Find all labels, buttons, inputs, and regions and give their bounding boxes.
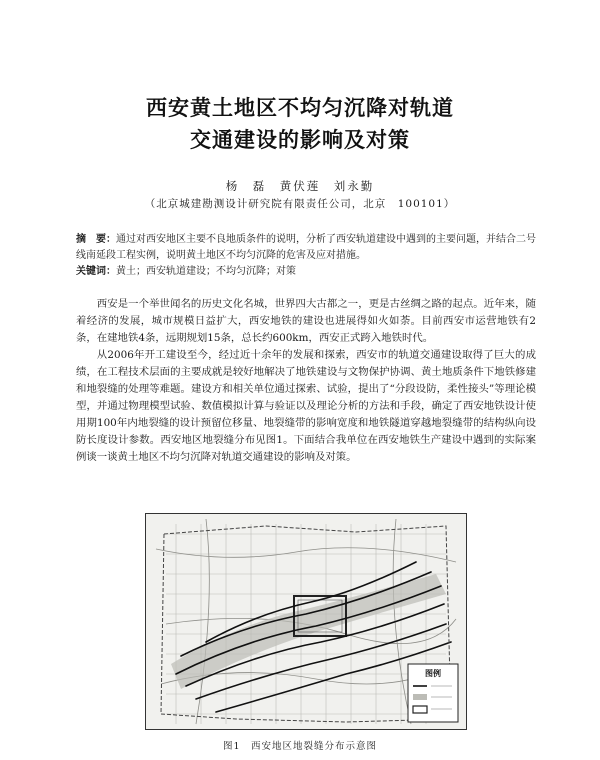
- map-legend: [408, 664, 458, 722]
- figure-caption: 图1 西安地区地裂缝分布示意图: [222, 741, 378, 752]
- paper-title-line1: 西安黄土地区不均匀沉降对轨道: [146, 96, 454, 120]
- ground-fissure-map: [145, 513, 467, 730]
- keywords-label: 关键词：: [76, 266, 116, 277]
- abstract-text: 通过对西安地区主要不良地质条件的说明，分析了西安轨道建设中遇到的主要问题，并结合二号线南延段工程实例，说明黄土地区不均匀沉降的危害及应对措施。: [76, 234, 536, 261]
- abstract: [76, 232, 536, 264]
- body-text: [76, 296, 536, 466]
- keywords: [76, 264, 536, 280]
- authors: 杨 磊 黄伏莲 刘永勤: [225, 179, 375, 193]
- paper-title-line2: 交通建设的影响及对策: [190, 128, 410, 152]
- paragraph-1: 西安是一个举世闻名的历史文化名城，世界四大古都之一，更是古丝绸之路的起点。近年来，随着经济的发展，城市规模日益扩大，西安地铁的建设也进展得如火如荼。目前西安市运营地铁有2条，在建地铁4条，远期规划15条，总长约600km，西安正式跨入地铁时代。: [76, 298, 536, 344]
- abstract-block: [76, 232, 536, 280]
- keywords-text: 黄土；西安轨道建设；不均匀沉降；对策: [116, 266, 296, 277]
- legend-title: 图例: [425, 669, 441, 678]
- abstract-label: 摘 要：: [76, 234, 116, 245]
- affiliation: （北京城建勘测设计研究院有限责任公司，北京 100101）: [144, 198, 456, 210]
- map-graphic: [146, 514, 466, 729]
- paragraph-2: 从2006年开工建设至今，经过近十余年的发展和探索，西安市的轨道交通建设取得了巨大的成绩，在工程技术层面的主要成就是较好地解决了地铁建设与文物保护协调、黄土地质条件下地铁修建和地裂缝的处理等难题。建设方和相关单位通过探索、试验，提出了“分段设防，柔性接头”等理论模型，并通过物理模型试验、数值模拟计算与验证以及理论分析的方法和手段，确定了西安地铁设计使用期100年内地裂缝的设计预留位移量、地裂缝带的影响宽度和地铁隧道穿越地裂缝带的结构纵向设防长度设计参数。西安地区地裂缝分布见图1。下面结合我单位在西安地铁生产建设中遇到的实际案例谈一谈黄土地区不均匀沉降对轨道交通建设的影响及对策。: [76, 349, 536, 463]
